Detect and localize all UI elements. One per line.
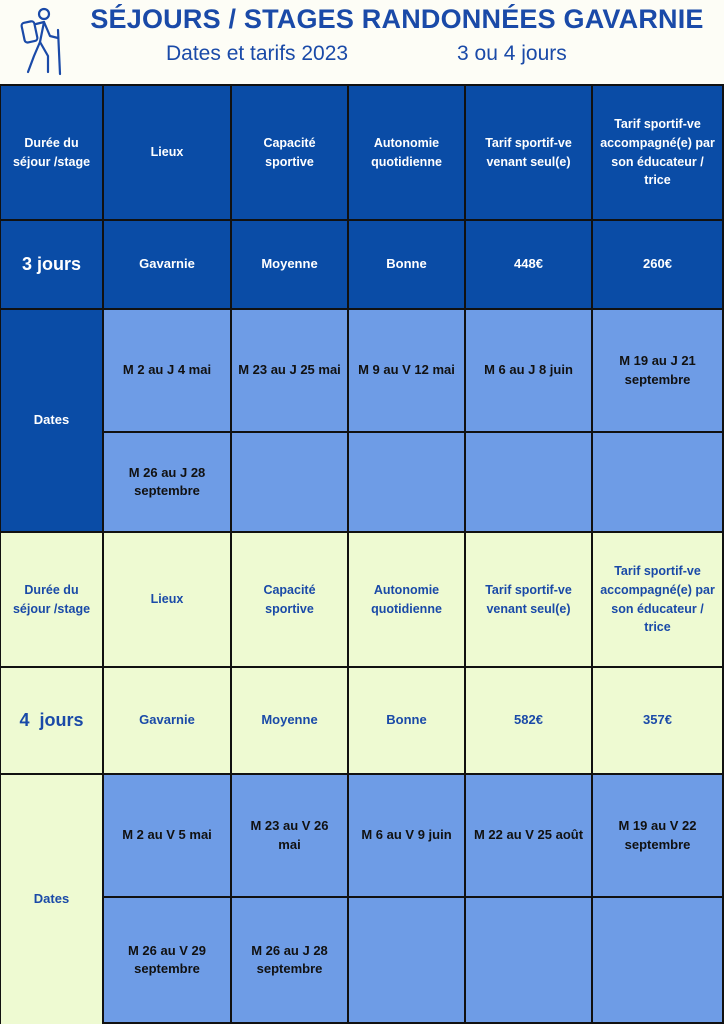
price-alone-cell: 448€ [466,221,591,308]
price-accompanied-cell: 260€ [593,221,722,308]
date-cell: M 6 au V 9 juin [349,775,464,896]
capacity-cell: Moyenne [232,221,347,308]
price-alone-cell: 582€ [466,668,591,773]
date-cell-empty [466,898,591,1022]
date-cell: M 2 au J 4 mai [104,310,230,431]
date-cell-empty [232,433,347,531]
date-cell: M 23 au J 25 mai [232,310,347,431]
price-accompanied-cell: 357€ [593,668,722,773]
date-cell-empty [593,898,722,1022]
date-cell: M 26 au J 28 septembre [232,898,347,1022]
date-cell: M 26 au J 28 septembre [104,433,230,531]
header-capacity: Capacité sportive [232,86,347,219]
header-autonomy: Autonomie quotidienne [349,86,464,219]
header-price-alone: Tarif sportif-ve venant seul(e) [466,86,591,219]
dates-label: Dates [1,775,102,1024]
header-capacity: Capacité sportive [232,533,347,666]
page-header [0,0,724,84]
date-cell: M 19 au J 21 septembre [593,310,722,431]
date-cell: M 9 au V 12 mai [349,310,464,431]
date-cell-empty [593,433,722,531]
header-autonomy: Autonomie quotidienne [349,533,464,666]
duration-3-days: 3 jours [1,221,102,308]
date-cell: M 23 au V 26 mai [232,775,347,896]
date-cell: M 6 au J 8 juin [466,310,591,431]
date-cell: M 26 au V 29 septembre [104,898,230,1022]
date-cell: M 22 au V 25 août [466,775,591,896]
header-price-accompanied: Tarif sportif-ve accompagné(e) par son éducateur / trice [593,86,722,219]
capacity-cell: Moyenne [232,668,347,773]
date-cell-empty [349,898,464,1022]
header-price-accompanied: Tarif sportif-ve accompagné(e) par son éducateur / trice [593,533,722,666]
autonomy-cell: Bonne [349,221,464,308]
place-cell: Gavarnie [104,221,230,308]
date-cell: M 19 au V 22 septembre [593,775,722,896]
subtitle-dates: Dates et tarifs 2023 [166,42,349,65]
pricing-table [0,84,724,1024]
header-places: Lieux [104,533,230,666]
subtitle-duration: 3 ou 4 jours [457,42,567,65]
duration-4-days: 4 jours [1,668,102,773]
date-cell: M 2 au V 5 mai [104,775,230,896]
place-cell: Gavarnie [104,668,230,773]
date-cell-empty [349,433,464,531]
header-places: Lieux [104,86,230,219]
hiker-icon [14,6,66,78]
autonomy-cell: Bonne [349,668,464,773]
header-duration: Durée du séjour /stage [1,533,102,666]
page-title: SÉJOURS / STAGES RANDONNÉES GAVARNIE [90,4,704,34]
header-duration: Durée du séjour /stage [1,86,102,219]
dates-label: Dates [1,310,102,531]
date-cell-empty [466,433,591,531]
header-price-alone: Tarif sportif-ve venant seul(e) [466,533,591,666]
